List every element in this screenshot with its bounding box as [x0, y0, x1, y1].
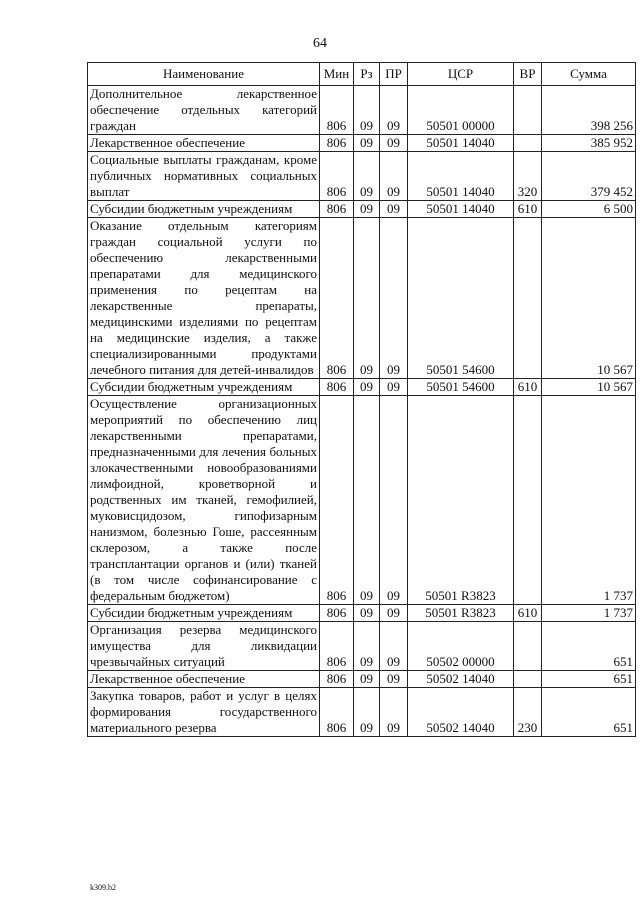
cell-pr: 09	[380, 622, 408, 671]
cell-sum: 10 567	[542, 379, 636, 396]
cell-sum: 1 737	[542, 605, 636, 622]
header-name: Наименование	[88, 63, 320, 86]
cell-rz: 09	[354, 152, 380, 201]
cell-name: Дополнительное лекарственное обеспечение отдельных категорий граждан	[88, 86, 320, 135]
table-row	[88, 86, 636, 135]
cell-name: Организация резерва медицинского имущества для ликвидации чрезвычайных ситуаций	[88, 622, 320, 671]
cell-name: Лекарственное обеспечение	[88, 135, 320, 152]
cell-pr: 09	[380, 379, 408, 396]
cell-vr: 610	[514, 605, 542, 622]
cell-pr: 09	[380, 688, 408, 737]
cell-sum: 1 737	[542, 396, 636, 605]
header-min: Мин	[320, 63, 354, 86]
table-row	[88, 671, 636, 688]
header-rz: Рз	[354, 63, 380, 86]
table-body	[88, 86, 636, 737]
cell-min: 806	[320, 201, 354, 218]
cell-min: 806	[320, 135, 354, 152]
cell-csr: 50501 14040	[408, 152, 514, 201]
cell-name: Субсидии бюджетным учреждениям	[88, 379, 320, 396]
header-pr: ПР	[380, 63, 408, 86]
cell-pr: 09	[380, 671, 408, 688]
cell-rz: 09	[354, 379, 380, 396]
cell-sum: 385 952	[542, 135, 636, 152]
table-row	[88, 379, 636, 396]
cell-csr: 50501 14040	[408, 135, 514, 152]
cell-name: Субсидии бюджетным учреждениям	[88, 605, 320, 622]
header-csr: ЦСР	[408, 63, 514, 86]
cell-rz: 09	[354, 396, 380, 605]
table-row	[88, 622, 636, 671]
cell-min: 806	[320, 396, 354, 605]
cell-min: 806	[320, 671, 354, 688]
cell-csr: 50501 54600	[408, 379, 514, 396]
cell-vr	[514, 671, 542, 688]
cell-name: Оказание отдельным категориям граждан социальной услуги по обеспечению лекарственными препаратами для медицинского применения по рецептам на лекарственные препараты, медицинскими изделиями по рецептам на медицинские изделия, а также специализированными продуктами лечебного питания для детей-инвалидов	[88, 218, 320, 379]
cell-name: Осуществление организационных мероприятий по обеспечению лиц лекарственными препаратами, предназначенными для лечения больных злокачественными новообразованиями лимфоидной, кроветворной и родственных им тканей, гемофилией, муковисцидозом, гипофизарным нанизмом, болезнью Гоше, рассеянным склерозом, а также после трансплантации органов и (или) тканей (в том числе софинансирование с федеральным бюджетом)	[88, 396, 320, 605]
cell-rz: 09	[354, 671, 380, 688]
cell-pr: 09	[380, 218, 408, 379]
cell-rz: 09	[354, 201, 380, 218]
cell-csr: 50502 00000	[408, 622, 514, 671]
page-number: 64	[313, 36, 327, 51]
cell-vr	[514, 135, 542, 152]
cell-min: 806	[320, 379, 354, 396]
cell-rz: 09	[354, 605, 380, 622]
cell-name: Лекарственное обеспечение	[88, 671, 320, 688]
cell-sum: 651	[542, 622, 636, 671]
cell-pr: 09	[380, 86, 408, 135]
cell-csr: 50501 00000	[408, 86, 514, 135]
table-header-row	[88, 63, 636, 86]
cell-pr: 09	[380, 605, 408, 622]
cell-vr	[514, 622, 542, 671]
cell-vr: 230	[514, 688, 542, 737]
cell-csr: 50502 14040	[408, 688, 514, 737]
cell-pr: 09	[380, 135, 408, 152]
cell-csr: 50501 54600	[408, 218, 514, 379]
cell-name: Субсидии бюджетным учреждениям	[88, 201, 320, 218]
cell-rz: 09	[354, 86, 380, 135]
cell-sum: 398 256	[542, 86, 636, 135]
footer-code: k309.b2	[90, 883, 116, 892]
table-row	[88, 152, 636, 201]
cell-csr: 50501 R3823	[408, 605, 514, 622]
cell-min: 806	[320, 218, 354, 379]
cell-rz: 09	[354, 218, 380, 379]
cell-csr: 50501 14040	[408, 201, 514, 218]
budget-table	[87, 62, 636, 737]
cell-vr	[514, 218, 542, 379]
cell-min: 806	[320, 152, 354, 201]
table-row	[88, 396, 636, 605]
cell-vr: 610	[514, 201, 542, 218]
cell-pr: 09	[380, 152, 408, 201]
table-row	[88, 218, 636, 379]
cell-sum: 651	[542, 671, 636, 688]
cell-rz: 09	[354, 688, 380, 737]
cell-vr	[514, 396, 542, 605]
cell-pr: 09	[380, 396, 408, 605]
cell-min: 806	[320, 622, 354, 671]
cell-sum: 6 500	[542, 201, 636, 218]
cell-csr: 50501 R3823	[408, 396, 514, 605]
table-row	[88, 605, 636, 622]
cell-sum: 10 567	[542, 218, 636, 379]
cell-min: 806	[320, 688, 354, 737]
table-row	[88, 135, 636, 152]
header-vr: ВР	[514, 63, 542, 86]
cell-rz: 09	[354, 135, 380, 152]
cell-rz: 09	[354, 622, 380, 671]
cell-sum: 651	[542, 688, 636, 737]
cell-vr	[514, 86, 542, 135]
table-row	[88, 201, 636, 218]
cell-csr: 50502 14040	[408, 671, 514, 688]
header-sum: Сумма	[542, 63, 636, 86]
cell-name: Социальные выплаты гражданам, кроме публичных нормативных социальных выплат	[88, 152, 320, 201]
cell-vr: 610	[514, 379, 542, 396]
cell-sum: 379 452	[542, 152, 636, 201]
cell-pr: 09	[380, 201, 408, 218]
cell-vr: 320	[514, 152, 542, 201]
table-row	[88, 688, 636, 737]
cell-name: Закупка товаров, работ и услуг в целях формирования государственного материального резерва	[88, 688, 320, 737]
cell-min: 806	[320, 605, 354, 622]
cell-min: 806	[320, 86, 354, 135]
